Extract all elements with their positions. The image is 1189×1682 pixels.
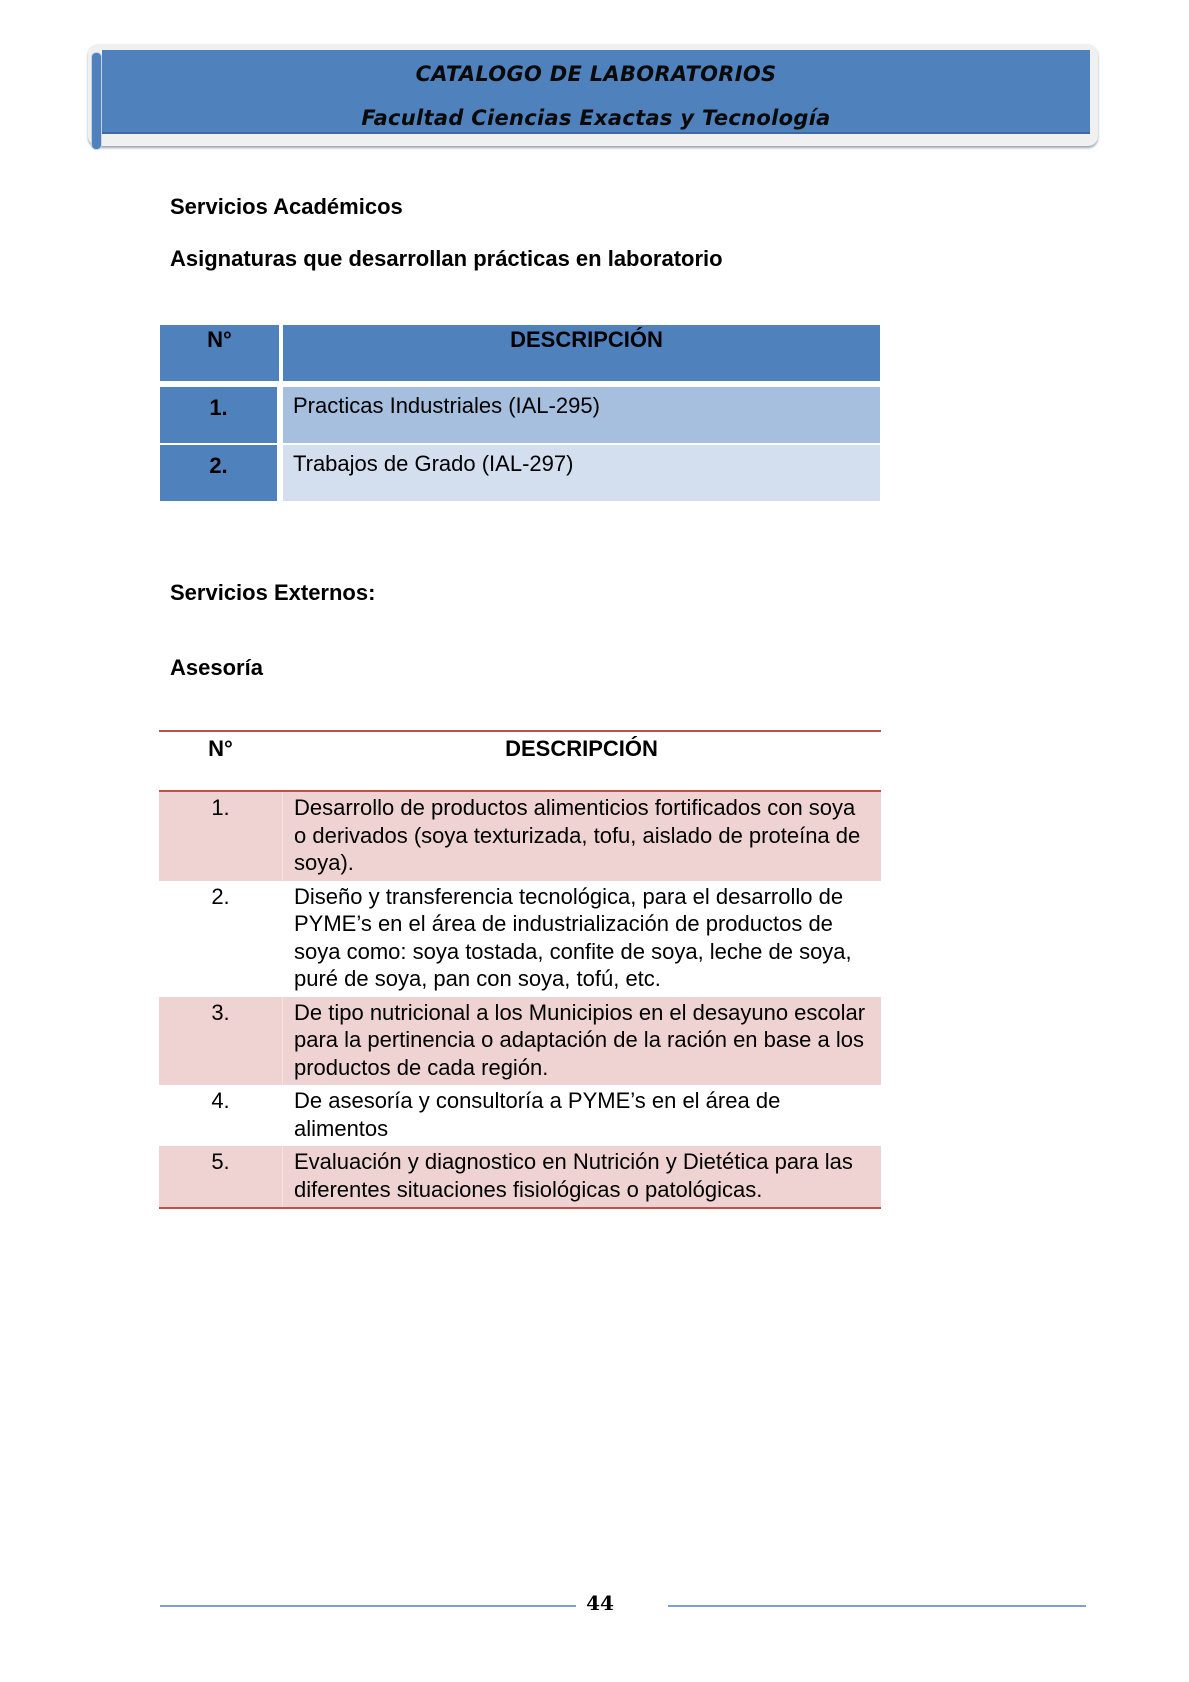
banner-scroll-edge [91, 52, 102, 150]
external-table [159, 730, 881, 1209]
section-heading-external: Servicios Externos: [170, 580, 376, 605]
column-header-number: N° [160, 325, 283, 381]
table-header-row [160, 325, 880, 381]
table-row [159, 997, 881, 1086]
row-number: 1. [159, 792, 283, 881]
row-number: 2. [159, 881, 283, 997]
page-number: 44 [586, 1591, 614, 1615]
footer-rule-right [668, 1605, 1086, 1607]
row-description: De asesoría y consultoría a PYME’s en el área de alimentos [294, 1088, 781, 1141]
document-title: CATALOGO DE LABORATORIOS [415, 62, 777, 86]
row-number: 4. [159, 1085, 283, 1146]
row-description: Trabajos de Grado (IAL-297) [283, 445, 880, 501]
section-heading-academic: Servicios Académicos [170, 194, 403, 219]
column-header-description: DESCRIPCIÓN [505, 736, 658, 761]
banner-panel [102, 50, 1090, 134]
row-number: 3. [159, 997, 283, 1086]
row-description: Evaluación y diagnostico en Nutrición y Dietética para las diferentes situaciones fisiológicas o patológicas. [294, 1149, 853, 1202]
row-number: 2. [160, 445, 283, 501]
table-row [160, 387, 880, 445]
document-subtitle: Facultad Ciencias Exactas y Tecnología [361, 106, 831, 130]
row-number: 5. [159, 1146, 283, 1207]
table-row [160, 445, 880, 503]
footer-rule-left [160, 1605, 576, 1607]
table-row [159, 881, 881, 997]
table-row [159, 1146, 881, 1207]
row-description: De tipo nutricional a los Municipios en el desayuno escolar para la pertinencia o adaptación de la ración en base a los productos de cada región. [294, 999, 866, 1080]
row-number: 1. [160, 387, 283, 443]
table-row [159, 792, 881, 881]
section-subheading-academic: Asignaturas que desarrollan prácticas en laboratorio [170, 246, 723, 271]
row-description: Practicas Industriales (IAL-295) [283, 387, 880, 443]
table-header-row [159, 732, 881, 792]
table-row [159, 1085, 881, 1146]
section-subheading-external: Asesoría [170, 655, 263, 680]
column-header-number: N° [208, 736, 233, 761]
row-description: Desarrollo de productos alimenticios fortificados con soya o derivados (soya texturizada, tofu, aislado de proteína de soya). [294, 795, 861, 875]
header-banner [88, 44, 1098, 146]
column-header-description: DESCRIPCIÓN [283, 325, 880, 381]
academic-table [160, 325, 880, 503]
row-description: Diseño y transferencia tecnológica, para el desarrollo de PYME’s en el área de industrialización de productos de soya como: soya tostada, confite de soya, leche de soya, puré de soya, pan con soya, tofú, etc. [294, 883, 852, 991]
